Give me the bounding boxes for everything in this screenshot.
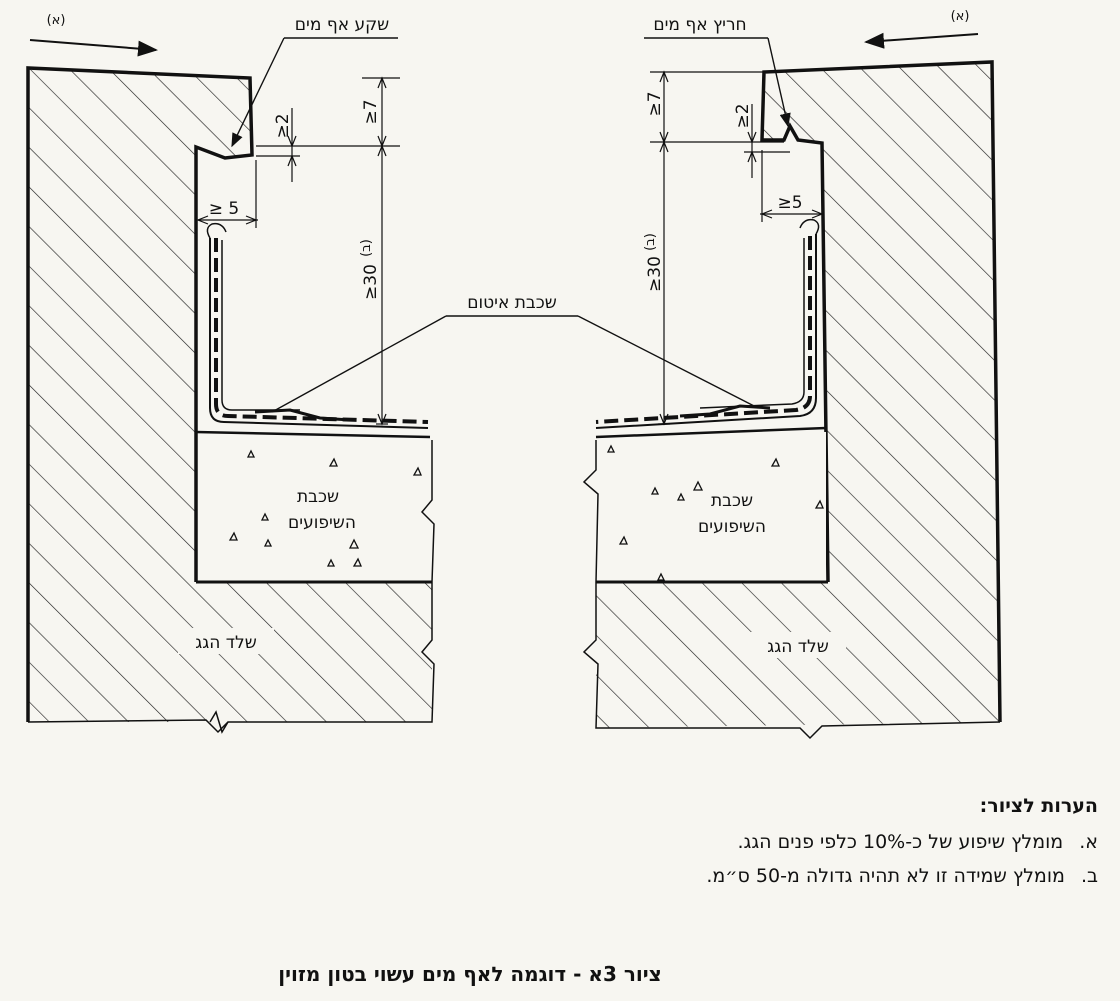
left-parapet-wall — [28, 68, 432, 722]
sealing-layer-callout — [272, 293, 758, 412]
drip-groove-label: שקע אף מים — [294, 15, 390, 35]
left-sealing-layer — [207, 224, 428, 428]
right-dim-upstand: ≥30 — [645, 256, 665, 292]
left-dim-upstand-note: (ב) — [359, 239, 374, 257]
note-b — [478, 865, 1098, 887]
right-flow-label: (א) — [950, 9, 970, 24]
left-roof-shell-label: שלד הגג — [195, 633, 257, 653]
note-a-letter: א. — [1079, 831, 1098, 853]
right-parapet-wall — [596, 62, 1000, 728]
right-slope-layer-label-1: שכבת — [710, 491, 754, 511]
left-slope-layer — [198, 432, 430, 582]
flow-arrows — [30, 9, 978, 50]
figure-caption: ציור 3א - דוגמה לאף מים עשוי בטון מזוין — [278, 962, 662, 986]
left-dim-upstand: ≥30 — [361, 264, 381, 300]
right-slope-layer-label-2: השיפועים — [698, 517, 766, 537]
note-a — [478, 831, 1098, 853]
right-dim-inset: ≥5 — [777, 193, 803, 213]
right-sealing-layer — [596, 220, 819, 428]
note-b-letter: ב. — [1080, 865, 1098, 887]
right-flow-arrow — [866, 34, 978, 42]
left-flow-arrow — [30, 40, 156, 50]
left-dim-drip-depth: ≥2 — [273, 113, 293, 139]
drawing-notes — [478, 795, 1098, 899]
sealing-layer-label: שכבת איטום — [467, 293, 557, 313]
left-flow-label: (א) — [46, 13, 66, 28]
left-dim-inset: ≥ 5 — [208, 199, 240, 219]
right-roof-shell-label: שלד הגג — [767, 637, 829, 657]
right-dim-height: ≥7 — [645, 91, 665, 117]
note-a-text: מומלץ שיפוע של כ-10% כלפי פנים הגג. — [737, 831, 1064, 853]
notes-title: הערות לציור: — [979, 795, 1098, 817]
left-slope-layer-label-2: השיפועים — [288, 513, 356, 533]
left-drip-groove-callout — [232, 15, 398, 146]
right-dim-upstand-note: (ב) — [643, 233, 658, 251]
note-b-text: מומלץ שמידה זו לא תהיה גדולה מ-50 ס״מ. — [706, 865, 1065, 887]
right-break-line — [584, 440, 598, 582]
left-slope-layer-label-1: שכבת — [296, 487, 340, 507]
right-dim-drip-depth: ≥2 — [733, 103, 753, 129]
left-dim-height: ≥7 — [361, 99, 381, 125]
drip-ridge-label: חריץ אף מים — [653, 15, 747, 35]
